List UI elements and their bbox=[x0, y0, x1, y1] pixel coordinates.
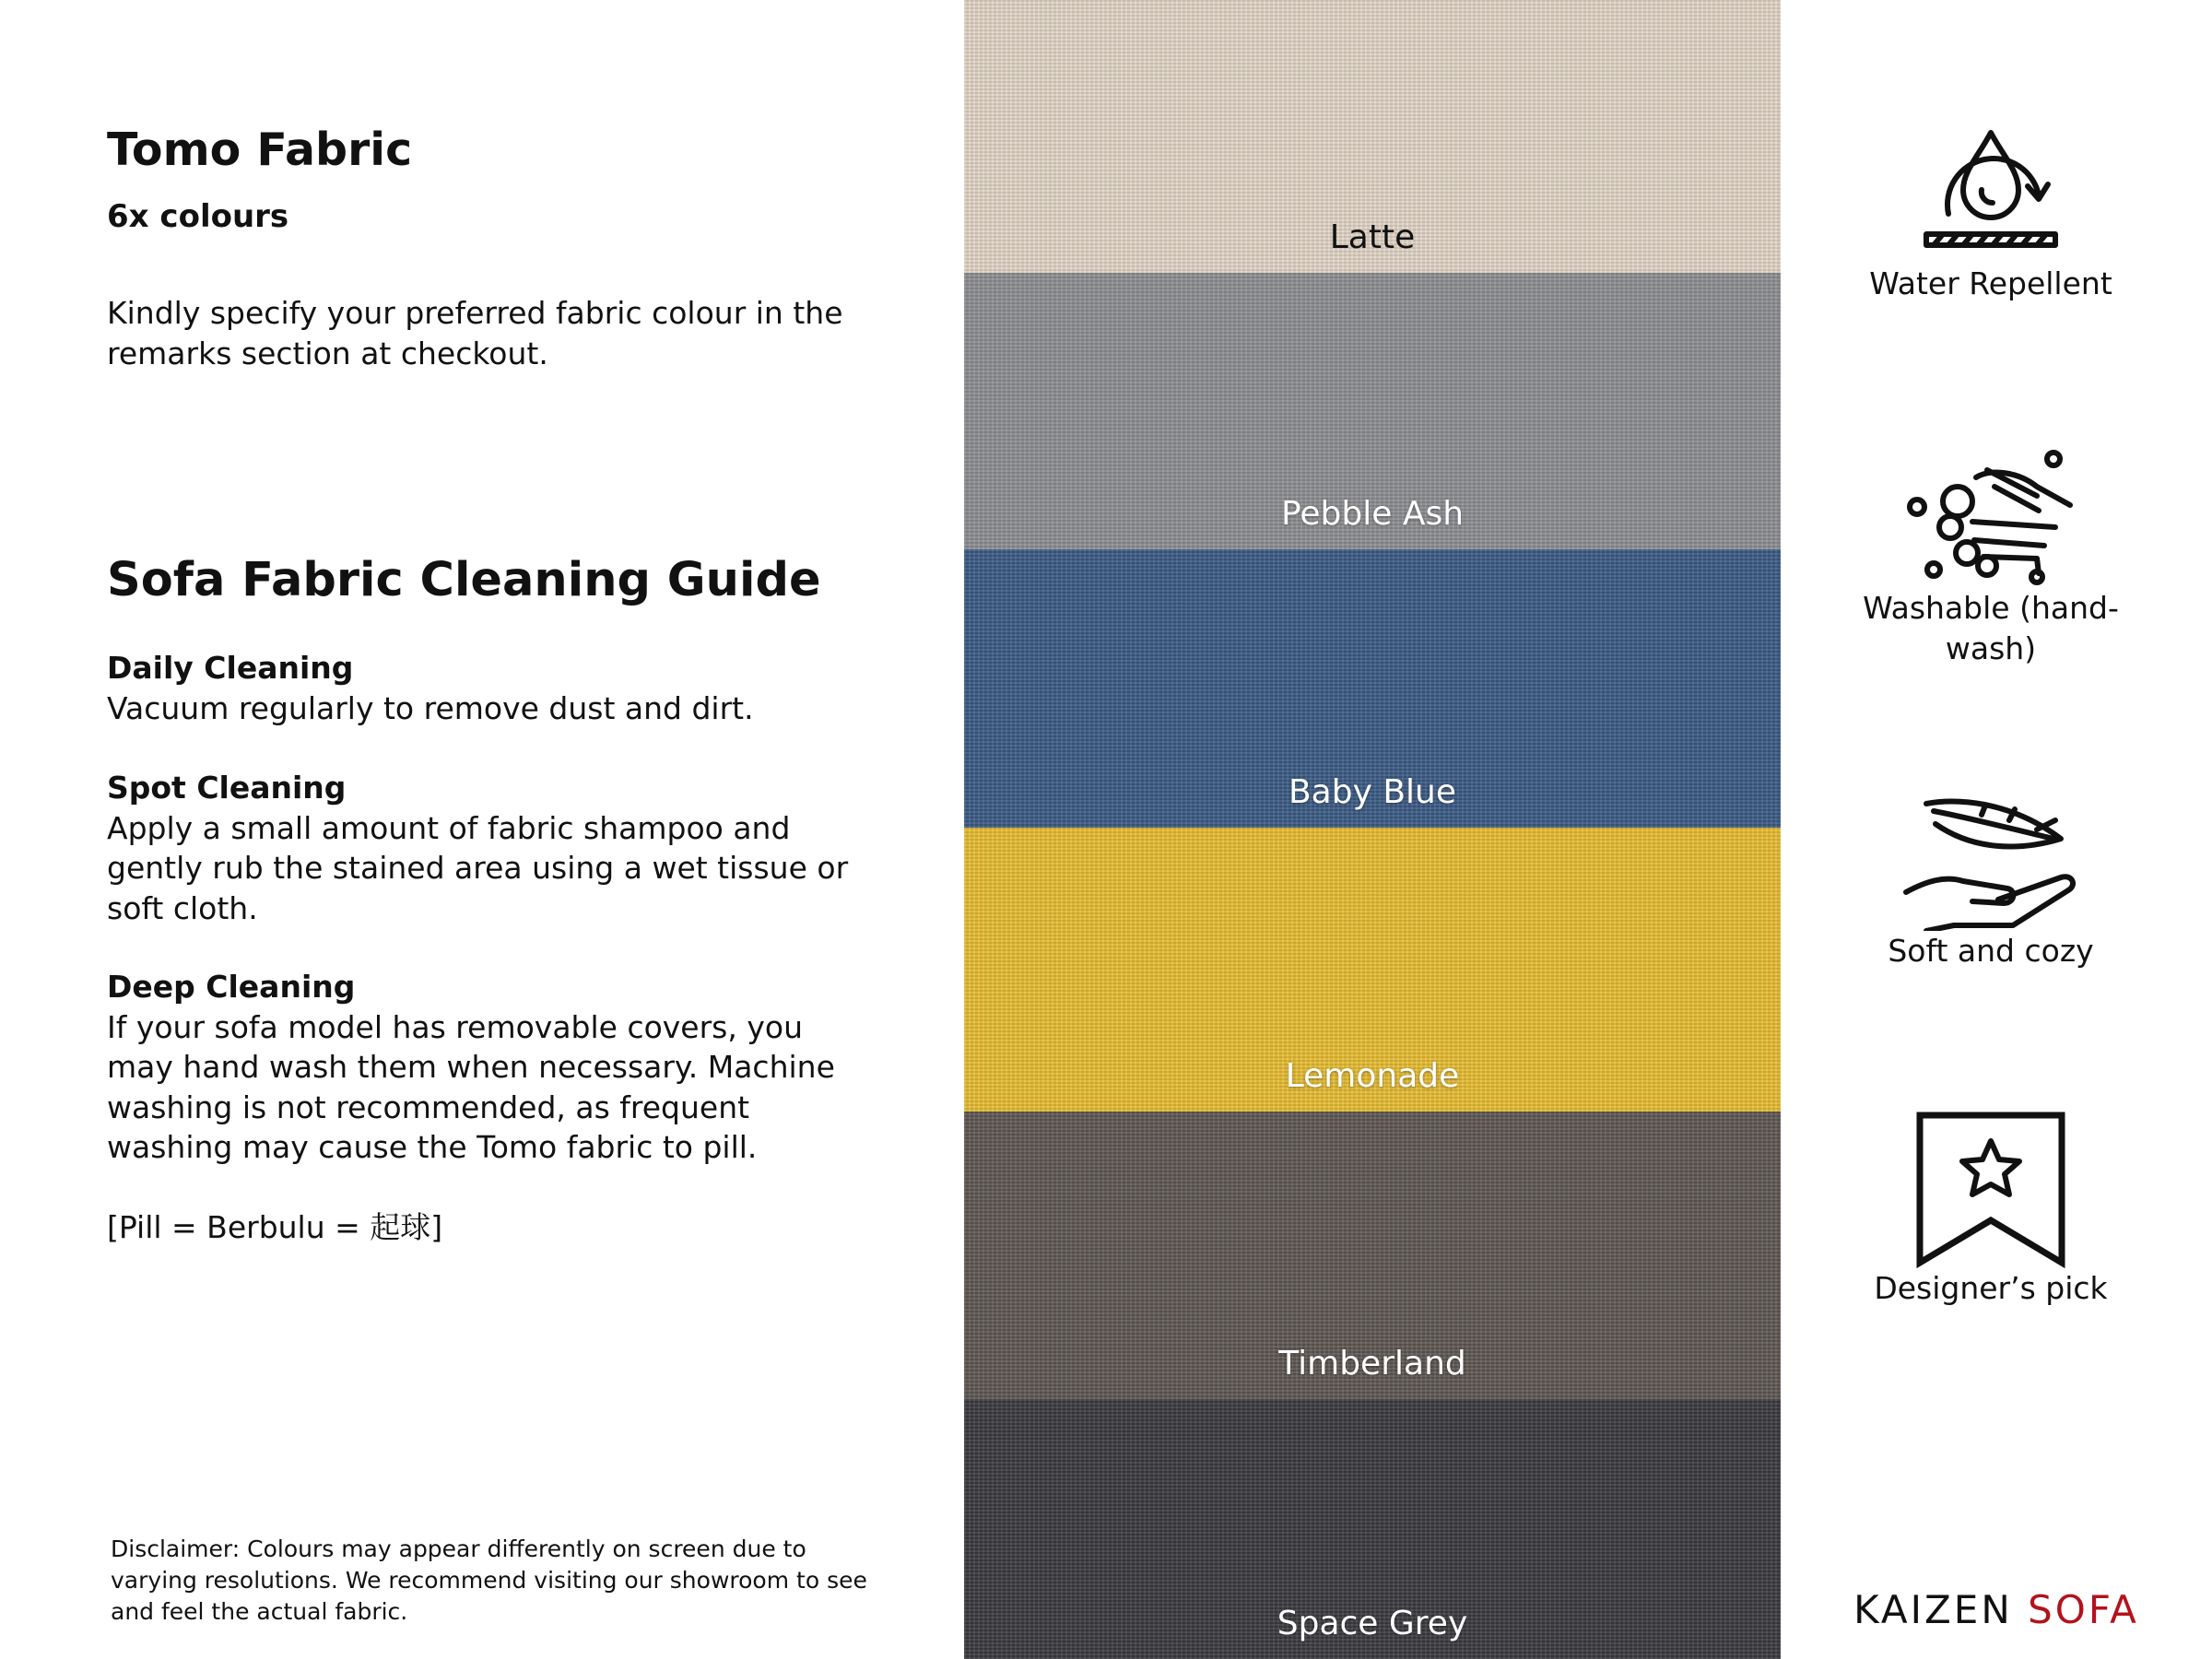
fabric-swatch-column bbox=[964, 0, 1781, 1659]
daily-cleaning-section bbox=[107, 648, 872, 728]
feature-label: Designer’s pick bbox=[1874, 1270, 2108, 1306]
swatch-label: Timberland bbox=[1278, 1345, 1466, 1382]
swatch-timberland[interactable] bbox=[964, 1112, 1781, 1399]
feature-soft-cozy bbox=[1834, 793, 2147, 971]
deep-cleaning-section bbox=[107, 967, 872, 1168]
product-title: Tomo Fabric bbox=[107, 124, 413, 176]
brand-logo bbox=[1838, 1587, 2155, 1632]
feature-designers-pick bbox=[1834, 1112, 2147, 1309]
cleaning-guide-title: Sofa Fabric Cleaning Guide bbox=[107, 553, 821, 607]
star-ribbon-icon bbox=[1912, 1112, 2069, 1268]
feather-hand-icon bbox=[1899, 793, 2083, 931]
feature-label: Washable (hand-wash) bbox=[1863, 590, 2119, 666]
section-heading: Spot Cleaning bbox=[107, 770, 347, 806]
intro-text: Kindly specify your preferred fabric colour in the remarks section at checkout. bbox=[107, 295, 843, 371]
colour-count: 6x colours bbox=[107, 198, 289, 235]
pill-translation-note: [Pill = Berbulu = 起球] bbox=[107, 1209, 443, 1245]
hand-wash-icon bbox=[1899, 450, 2083, 588]
swatch-latte[interactable] bbox=[964, 0, 1781, 273]
swatch-label: Baby Blue bbox=[1288, 773, 1457, 811]
swatch-label: Pebble Ash bbox=[1280, 495, 1465, 533]
brand-name-part2: SOFA bbox=[2028, 1587, 2139, 1632]
brand-name-part1: KAIZEN bbox=[1853, 1587, 2013, 1632]
swatch-pebble-ash[interactable] bbox=[964, 273, 1781, 549]
section-body: Apply a small amount of fabric shampoo and gently rub the stained area using a wet tissue or soft cloth. bbox=[107, 809, 849, 926]
section-body: If your sofa model has removable covers, you may hand wash them when necessary. Machine washing is not recommended, as frequent washing may cause the Tomo fabric to pill. bbox=[107, 1008, 835, 1165]
feature-label: Water Repellent bbox=[1869, 265, 2112, 301]
feature-water-repellent bbox=[1834, 125, 2147, 304]
swatch-label: Lemonade bbox=[1285, 1057, 1460, 1095]
water-drop-icon bbox=[1917, 125, 2065, 264]
feature-washable bbox=[1834, 450, 2147, 669]
feature-label: Soft and cozy bbox=[1888, 933, 2094, 969]
swatch-baby-blue[interactable] bbox=[964, 549, 1781, 828]
swatch-label: Space Grey bbox=[1277, 1605, 1468, 1642]
swatch-lemonade[interactable] bbox=[964, 828, 1781, 1112]
disclaimer-text: Disclaimer: Colours may appear differently on screen due to varying resolutions. We recommend visiting our showroom to see and feel the actual fabric. bbox=[111, 1535, 867, 1625]
section-body: Vacuum regularly to remove dust and dirt. bbox=[107, 689, 754, 726]
section-heading: Daily Cleaning bbox=[107, 650, 354, 686]
spot-cleaning-section bbox=[107, 768, 872, 928]
section-heading: Deep Cleaning bbox=[107, 969, 356, 1005]
swatch-label: Latte bbox=[1329, 218, 1416, 256]
swatch-space-grey[interactable] bbox=[964, 1399, 1781, 1659]
